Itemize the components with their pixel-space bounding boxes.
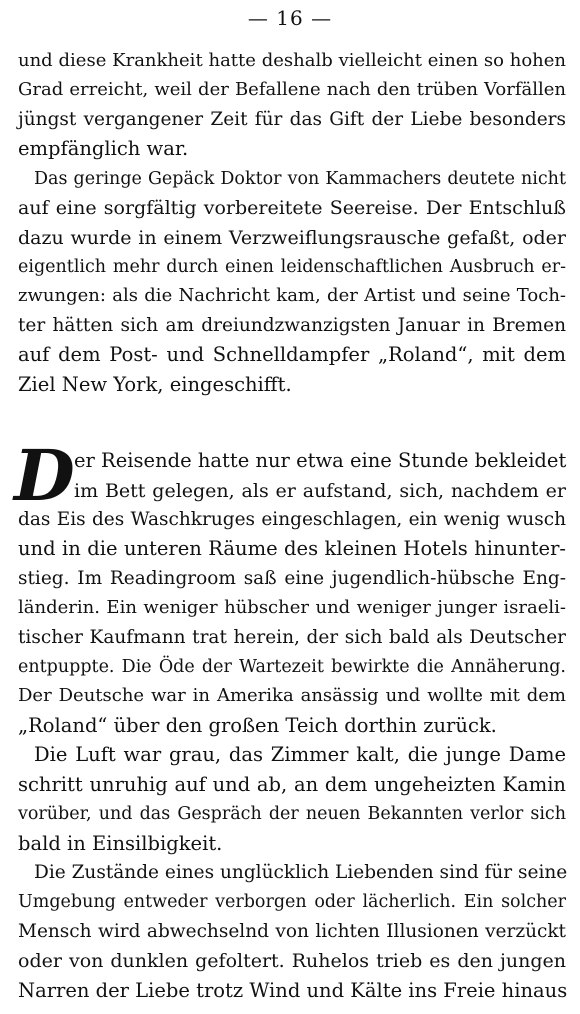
text-line: Die Luft war grau, das Zimmer kalt, die junge Dame [34, 743, 566, 767]
text-line: bald in Einsilbigkeit. [18, 831, 223, 855]
page-number: — 16 — [247, 6, 333, 30]
text-line: Umgebung entweder verborgen oder lächerlich. Ein solcher [18, 892, 566, 913]
text-line: „Roland“ über den großen Teich dorthin zurück. [18, 713, 497, 737]
text-line: im Bett gelegen, als er aufstand, sich, nachdem er [74, 479, 566, 502]
text-line: jüngst vergangener Zeit für das Gift der Liebe besonders [18, 108, 566, 130]
drop-cap: D [14, 434, 75, 518]
text-line: und in die unteren Räume des kleinen Hotels hinunter- [18, 537, 566, 561]
text-line: tischer Kaufmann trat herein, der sich bald als Deutscher [18, 626, 566, 648]
text-line: Mensch wird abwechselnd von lichten Illusionen verzückt [18, 920, 566, 942]
text-line: Ziel New York, eingeschifft. [18, 372, 292, 396]
text-line: Der Deutsche war in Amerika ansässig und wollte mit dem [18, 685, 566, 707]
text-line: und diese Krankheit hatte deshalb vielleicht einen so hohen [18, 50, 566, 71]
text-line: schritt unruhig auf und ab, an dem ungeheizten Kamin [18, 772, 566, 796]
text-line: Das geringe Gepäck Doktor von Kammachers deutete nicht [34, 168, 566, 189]
text-line: Grad erreicht, weil der Befallene nach den trüben Vorfällen [18, 79, 566, 101]
text-line: das Eis des Waschkruges eingeschlagen, ein wenig wusch [18, 508, 566, 530]
text-line: länderin. Ein weniger hübscher und weniger junger israeli- [18, 597, 566, 619]
text-line: auf dem Post- und Schnelldampfer „Roland“, mit dem [18, 343, 566, 367]
text-line: zwungen: als die Nachricht kam, der Artist und seine Toch- [18, 285, 566, 307]
text-line: stieg. Im Readingroom saß eine jugendlich-hübsche Eng- [18, 567, 566, 589]
text-line: auf eine sorgfältig vorbereitete Seereise. Der Entschluß [18, 197, 566, 220]
text-line: entpuppte. Die Öde der Wartezeit bewirkte die Annäherung. [18, 657, 566, 677]
text-line: vorüber, und das Gespräch der neuen Bekannten verlor sich [18, 804, 566, 825]
text-line: Die Zustände eines unglücklich Liebenden sind für seine [34, 861, 568, 883]
text-line: ter hätten sich am dreiundzwanzigsten Januar in Bremen [18, 314, 566, 336]
text-line: er Reisende hatte nur etwa eine Stunde bekleidet [74, 449, 567, 473]
text-line: empfänglich war. [18, 137, 189, 161]
text-line: oder von dunklen gefoltert. Ruhelos trieb es den jungen [18, 950, 566, 973]
text-line: Narren der Liebe trotz Wind und Kälte ins Freie hinaus [18, 978, 568, 1002]
text-line: eigentlich mehr durch einen leidenschaftlichen Ausbruch er- [18, 256, 566, 277]
text-line: dazu wurde in einem Verzweiflungsrausche gefaßt, oder [18, 226, 566, 249]
